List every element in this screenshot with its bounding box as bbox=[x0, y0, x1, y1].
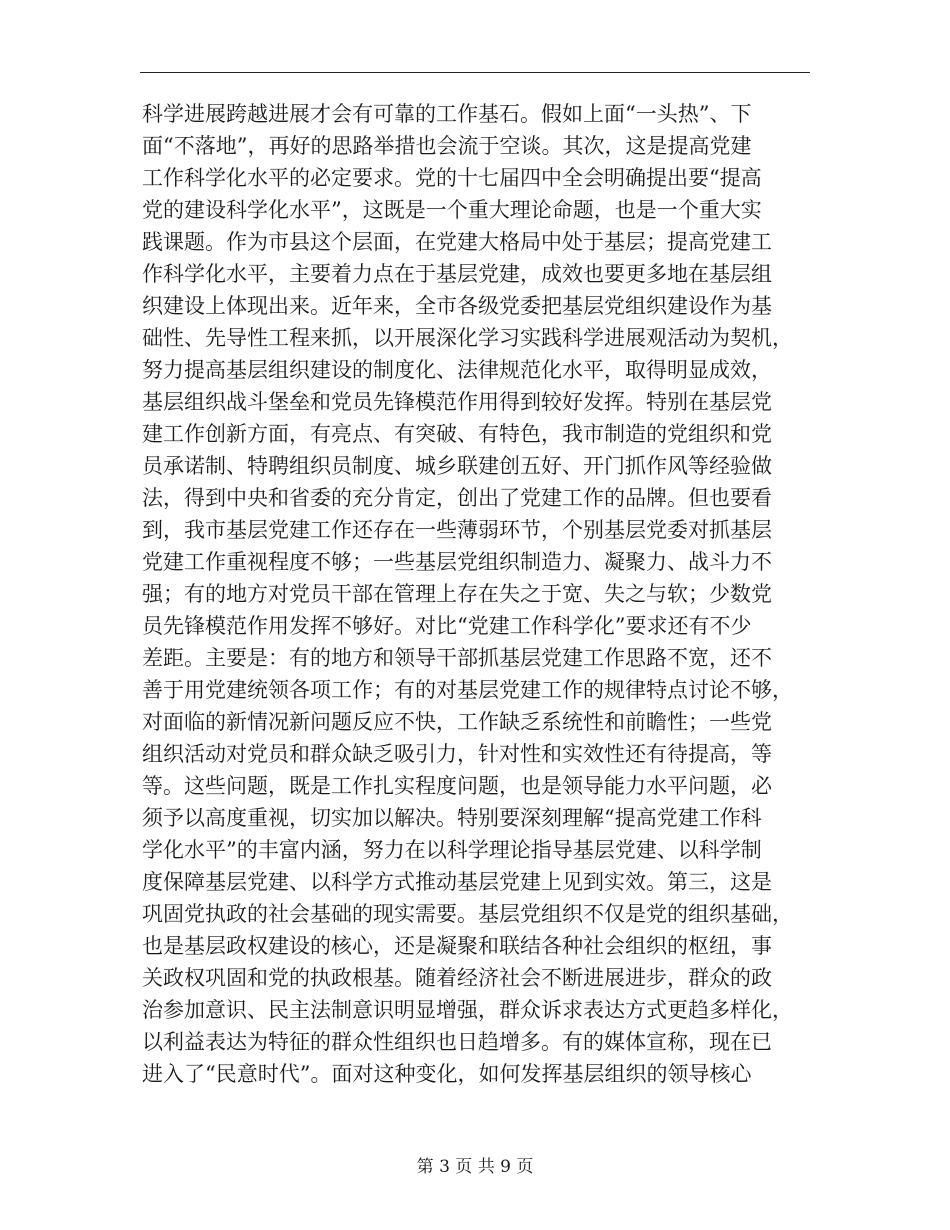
text-line: 基层组织战斗堡垒和党员先锋模范作用得到较好发挥。特别在基层党 bbox=[142, 390, 772, 414]
text-line: 党建工作重视程度不够；一些基层党组织制造力、凝聚力、战斗力不 bbox=[142, 550, 772, 574]
text-line: 关政权巩固和党的执政根基。随着经济社会不断进展进步，群众的政 bbox=[142, 966, 772, 990]
text-line: 党的建设科学化水平”，这既是一个重大理论命题，也是一个重大实 bbox=[142, 198, 762, 222]
body-text bbox=[142, 98, 822, 1090]
text-line: 础性、先导性工程来抓，以开展深化学习实践科学进展观活动为契机， bbox=[142, 326, 793, 350]
text-line: 强；有的地方对党员干部在管理上存在失之于宽、失之与软；少数党 bbox=[142, 582, 772, 606]
text-line: 工作科学化水平的必定要求。党的十七届四中全会明确提出要“提高 bbox=[142, 166, 762, 190]
text-line: 作科学化水平，主要着力点在于基层党建，成效也要更多地在基层组 bbox=[142, 262, 772, 286]
text-line: 也是基层政权建设的核心，还是凝聚和联结各种社会组织的枢纽，事 bbox=[142, 934, 772, 958]
text-line: 进入了“民意时代”。面对这种变化，如何发挥基层组织的领导核心 bbox=[142, 1062, 752, 1086]
text-line: 法，得到中央和省委的充分肯定，创出了党建工作的品牌。但也要看 bbox=[142, 486, 772, 510]
text-line: 以利益表达为特征的群众性组织也日趋增多。有的媒体宣称，现在已 bbox=[142, 1030, 772, 1054]
page-number-footer: 第 3 页 共 9 页 bbox=[416, 1157, 534, 1177]
text-line: 面“不落地”，再好的思路举措也会流于空谈。其次，这是提高党建 bbox=[142, 134, 752, 158]
text-line: 度保障基层党建、以科学方式推动基层党建上见到实效。第三，这是 bbox=[142, 870, 772, 894]
text-line: 科学进展跨越进展才会有可靠的工作基石。假如上面“一头热”、下 bbox=[142, 102, 752, 126]
text-line: 到，我市基层党建工作还存在一些薄弱环节，个别基层党委对抓基层 bbox=[142, 518, 772, 542]
text-line: 治参加意识、民主法制意识明显增强，群众诉求表达方式更趋多样化， bbox=[142, 998, 793, 1022]
text-line: 对面临的新情况新问题反应不快，工作缺乏系统性和前瞻性；一些党 bbox=[142, 710, 772, 734]
text-line: 巩固党执政的社会基础的现实需要。基层党组织不仅是党的组织基础， bbox=[142, 902, 793, 926]
text-line: 建工作创新方面，有亮点、有突破、有特色，我市制造的党组织和党 bbox=[142, 422, 772, 446]
text-line: 员先锋模范作用发挥不够好。对比“党建工作科学化”要求还有不少 bbox=[142, 614, 752, 638]
header-rule bbox=[140, 72, 810, 73]
text-line: 善于用党建统领各项工作；有的对基层党建工作的规律特点讨论不够， bbox=[142, 678, 793, 702]
text-line: 努力提高基层组织建设的制度化、法律规范化水平，取得明显成效， bbox=[142, 358, 772, 382]
text-line: 践课题。作为市县这个层面，在党建大格局中处于基层；提高党建工 bbox=[142, 230, 772, 254]
text-line: 织建设上体现出来。近年来，全市各级党委把基层党组织建设作为基 bbox=[142, 294, 772, 318]
text-line: 员承诺制、特聘组织员制度、城乡联建创五好、开门抓作风等经验做 bbox=[142, 454, 772, 478]
text-line: 等。这些问题，既是工作扎实程度问题，也是领导能力水平问题，必 bbox=[142, 774, 772, 798]
text-line: 须予以高度重视，切实加以解决。特别要深刻理解“提高党建工作科 bbox=[142, 806, 762, 830]
text-line: 差距。主要是：有的地方和领导干部抓基层党建工作思路不宽，还不 bbox=[142, 646, 772, 670]
text-line: 学化水平”的丰富内涵，努力在以科学理论指导基层党建、以科学制 bbox=[142, 838, 762, 862]
text-line: 组织活动对党员和群众缺乏吸引力，针对性和实效性还有待提高，等 bbox=[142, 742, 772, 766]
